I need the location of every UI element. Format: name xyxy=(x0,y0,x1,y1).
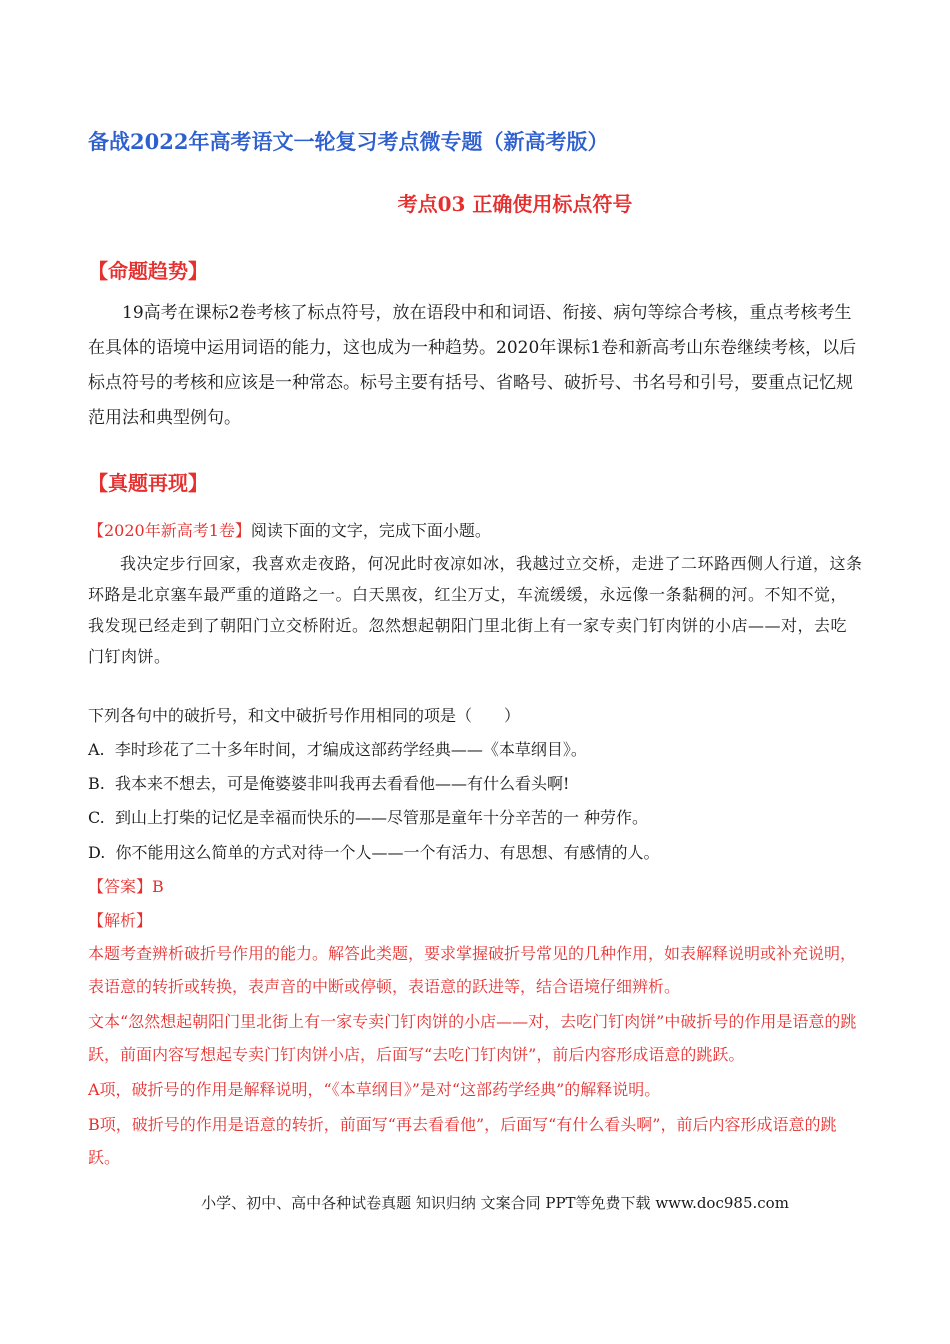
answer-line xyxy=(88,874,164,897)
analysis-paragraph: A项，破折号的作用是解释说明，“《本草纲目》”是对“这部药学经典”的解释说明。 xyxy=(88,1080,661,1099)
passage-text: 我决定步行回家，我喜欢走夜路，何况此时夜凉如冰，我越过立交桥，走进了二环路西侧人行道，这条环路是北京塞车最严重的道路之一。白天黑夜，红尘万丈，车流缓缓，永远像一条黏稠的河。不知不觉，我发现已经走到了朝阳门立交桥附近。忽然想起朝阳门里北街上有一家专卖门钉肉饼的小店——对，去吃门钉肉饼。 xyxy=(88,554,863,666)
analysis-paragraph: 本题考查辨析破折号作用的能力。解答此类题，要求掌握破折号常见的几种作用，如表解释说明或补充说明，表语意的转折或转换，表声音的中断或停顿，表语意的跃进等，结合语境仔细辨析。 xyxy=(88,944,857,996)
reading-passage xyxy=(88,548,863,672)
section-heading-exam: 【真题再现】 xyxy=(88,471,208,495)
exam-source: 【2020年新高考1卷】 xyxy=(88,521,251,540)
answer-tag: 【答案】 xyxy=(88,877,153,896)
option-text: 你不能用这么简单的方式对待一个人——一个有活力、有思想、有感情的人。 xyxy=(115,843,660,862)
option-d xyxy=(88,840,660,863)
option-text: 李时珍花了二十多年时间，才编成这部药学经典——《本草纲目》。 xyxy=(114,740,587,759)
answer-value: B xyxy=(152,877,164,896)
trend-paragraph xyxy=(88,296,863,436)
option-label: D. xyxy=(88,843,106,862)
analysis-paragraph: 文本“忽然想起朝阳门里北街上有一家专卖门钉肉饼的小店——对，去吃门钉肉饼”中破折号的作用是语意的跳跃，前面内容写想起专卖门钉肉饼小店，后面写“去吃门钉肉饼”，前后内容形成语意的跳跃。 xyxy=(88,1012,857,1064)
analysis-tag: 【解析】 xyxy=(88,911,153,930)
option-text: 我本来不想去，可是俺婆婆非叫我再去看看他——有什么看头啊! xyxy=(115,774,570,793)
option-label: C. xyxy=(88,808,105,827)
topic-subtitle: 考点03 正确使用标点符号 xyxy=(397,192,633,216)
question-lead xyxy=(88,518,863,541)
option-c xyxy=(88,805,648,828)
document-title: 备战2022年高考语文一轮复习考点微专题（新高考版） xyxy=(88,129,609,154)
option-label: A. xyxy=(88,740,105,759)
section-heading-trend: 【命题趋势】 xyxy=(88,259,208,283)
option-b xyxy=(88,771,569,794)
instruction-text: 阅读下面的文字，完成下面小题。 xyxy=(250,521,491,540)
question-text: 下列各句中的破折号，和文中破折号作用相同的项是（ ） xyxy=(88,706,521,725)
footer-text: 小学、初中、高中各种试卷真题 知识归纳 文案合同 PPT等免费下载 www.doc985.com xyxy=(201,1194,789,1212)
option-a xyxy=(88,737,587,760)
option-label: B. xyxy=(88,774,105,793)
analysis-block xyxy=(88,937,863,1174)
trend-text: 19高考在课标2卷考核了标点符号，放在语段中和和词语、衔接、病句等综合考核，重点考核考生在具体的语境中运用词语的能力，这也成为一种趋势。2020年课标1卷和新高考山东卷继续考核，以后标点符号的考核和应该是一种常态。标号主要有括号、省略号、破折号、书名号和引号，要重点记忆规范用法和典型例句。 xyxy=(88,303,857,428)
option-text: 到山上打柴的记忆是幸福而快乐的——尽管那是童年十分辛苦的一 种劳作。 xyxy=(114,808,649,827)
analysis-paragraph: B项，破折号的作用是语意的转折，前面写“再去看看他”，后面写“有什么看头啊”，前后内容形成语意的跳跃。 xyxy=(88,1115,837,1167)
